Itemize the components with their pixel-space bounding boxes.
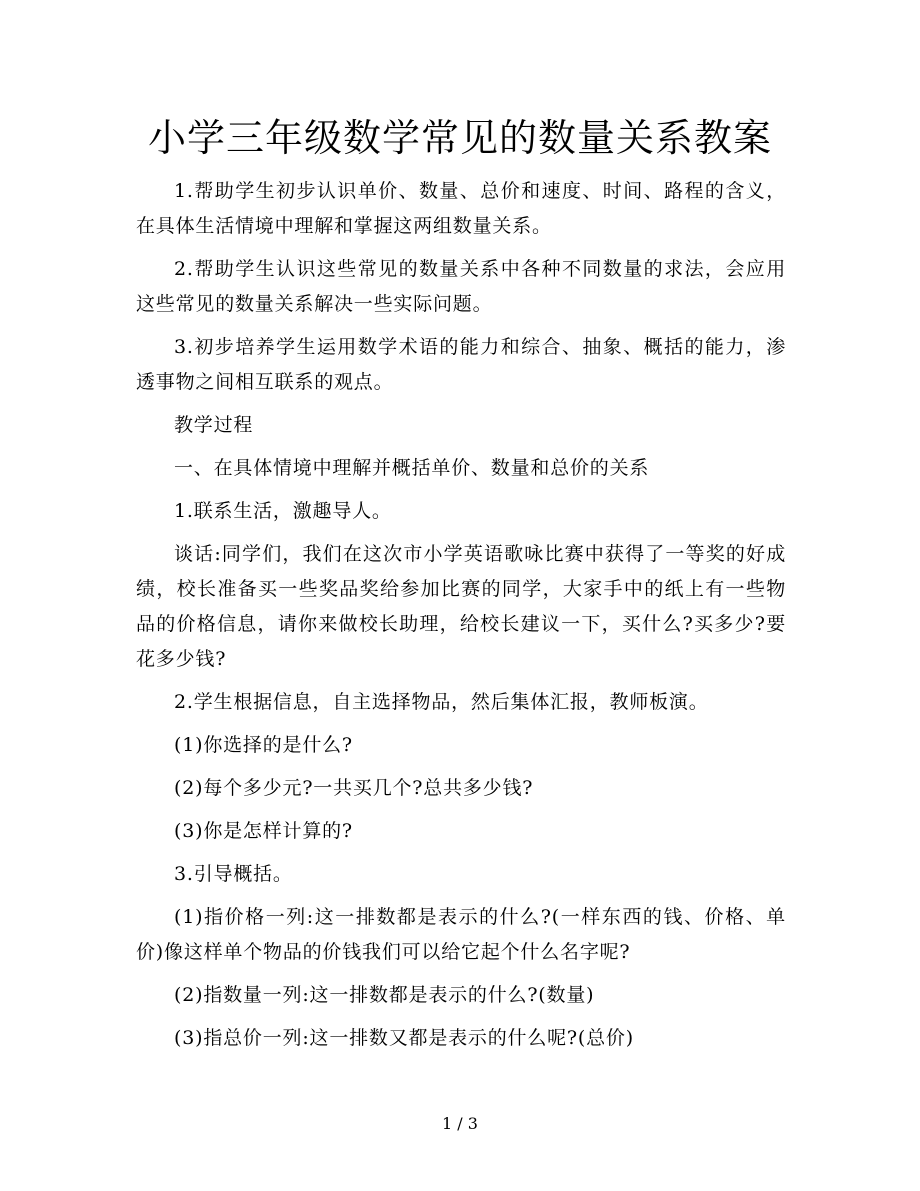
paragraph-objective-3: 3.初步培养学生运用数学术语的能力和综合、抽象、概括的能力，渗透事物之间相互联系的观点。 <box>136 336 786 393</box>
paragraph-objective-2: 2.帮助学生认识这些常见的数量关系中各种不同数量的求法，会应用这些常见的数量关系解决一些实际问题。 <box>136 258 786 315</box>
document-title: 小学三年级数学常见的数量关系教案 <box>147 116 772 160</box>
paragraph-step-2: 2.学生根据信息，自主选择物品，然后集体汇报，教师板演。 <box>174 691 709 713</box>
paragraph-step-3: 3.引导概括。 <box>174 863 293 885</box>
section-heading-part-1: 一、在具体情境中理解并概括单价、数量和总价的关系 <box>174 457 650 479</box>
paragraph-guide-3: (3)指总价一列:这一排数又都是表示的什么呢?(总价) <box>174 1027 634 1049</box>
page-number: 1 / 3 <box>442 1114 478 1133</box>
document-body <box>136 174 786 1064</box>
paragraph-question-3: (3)你是怎样计算的? <box>174 820 353 842</box>
paragraph-dialogue: 谈话:同学们，我们在这次市小学英语歌咏比赛中获得了一等奖的好成绩，校长准备买一些奖品奖给参加比赛的同学，大家手中的纸上有一些物品的价格信息，请你来做校长助理，给校长建议一下，买什么?买多少?要花多少钱? <box>136 543 786 670</box>
paragraph-objective-1: 1.帮助学生初步认识单价、数量、总价和速度、时间、路程的含义，在具体生活情境中理解和掌握这两组数量关系。 <box>136 180 786 237</box>
paragraph-step-1: 1.联系生活，激趣导人。 <box>174 500 392 522</box>
paragraph-guide-1: (1)指价格一列:这一排数都是表示的什么?(一样东西的钱、价格、单价)像这样单个物品的价钱我们可以给它起个什么名字呢? <box>136 906 786 963</box>
paragraph-question-2: (2)每个多少元?一共买几个?总共多少钱? <box>174 777 534 799</box>
paragraph-guide-2: (2)指数量一列:这一排数都是表示的什么?(数量) <box>174 984 595 1006</box>
paragraph-question-1: (1)你选择的是什么? <box>174 734 353 756</box>
section-heading-teaching-process: 教学过程 <box>174 414 254 436</box>
